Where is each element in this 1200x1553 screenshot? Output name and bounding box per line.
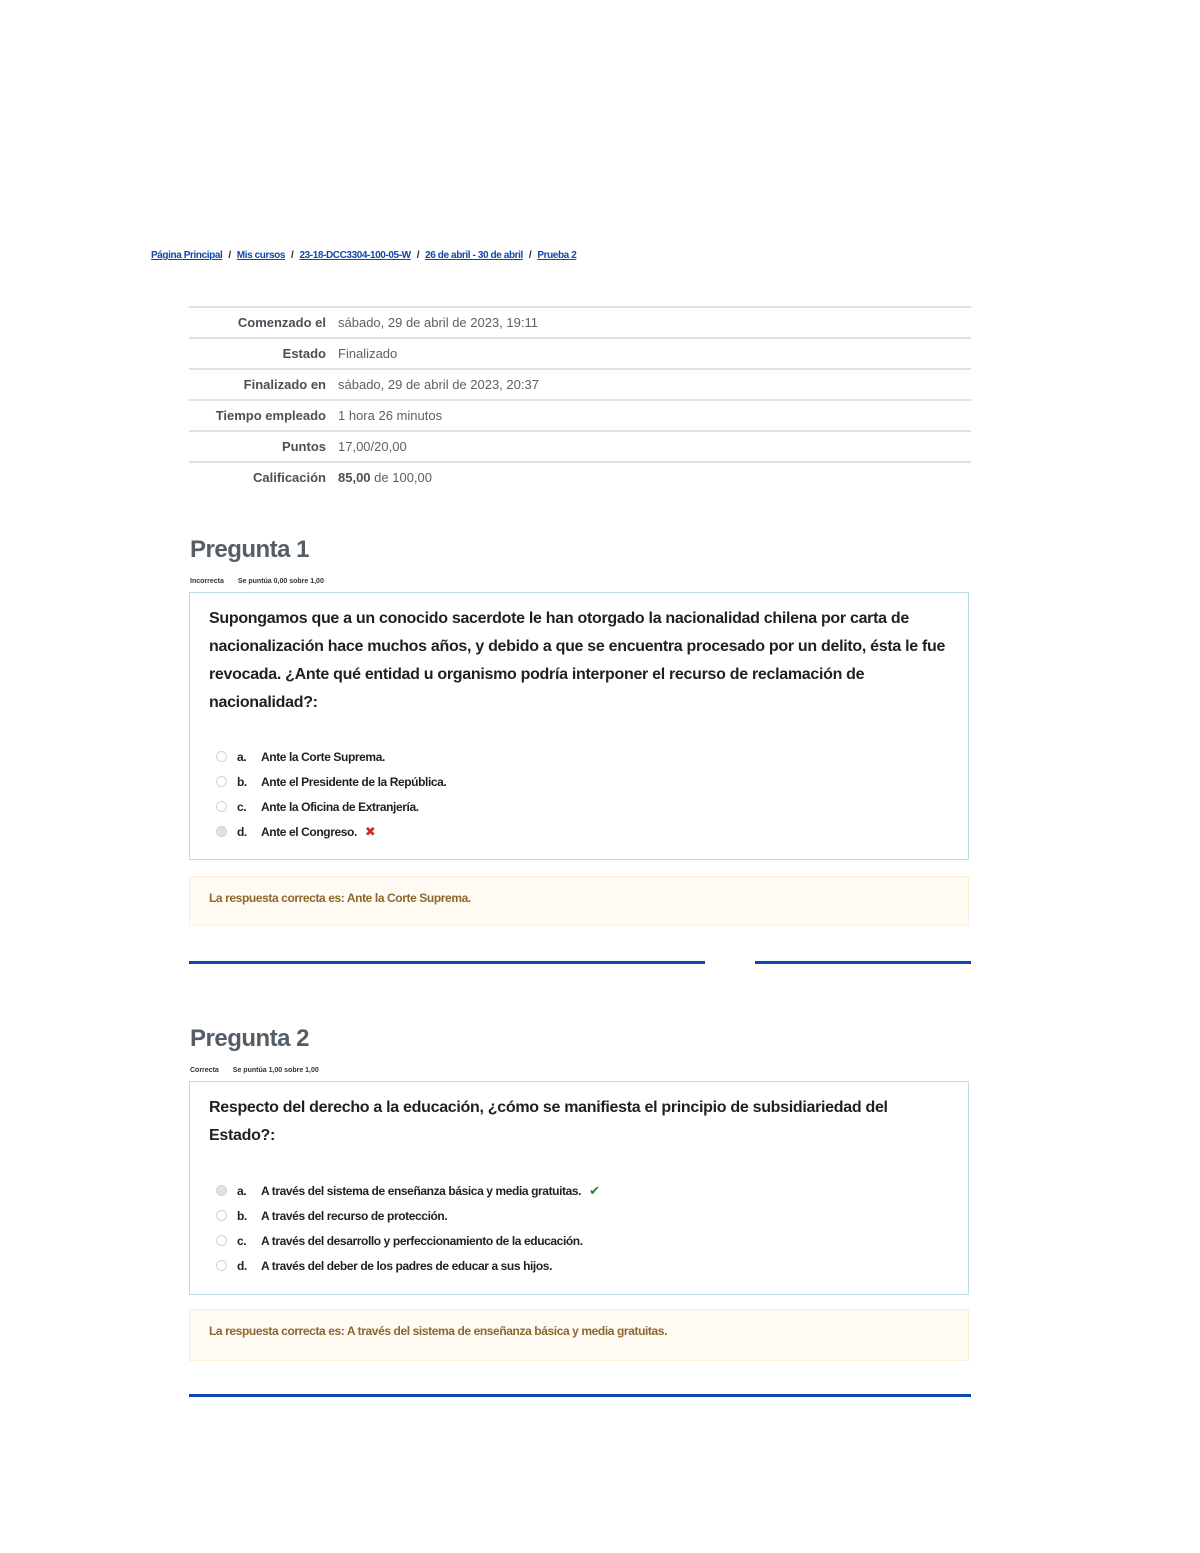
- option-text: A través del desarrollo y perfeccionamiento de la educación.: [261, 1233, 583, 1248]
- check-icon: ✔: [589, 1182, 600, 1198]
- summary-value: [338, 462, 971, 492]
- question-title: Pregunta 2: [190, 1025, 310, 1052]
- radio-button[interactable]: [216, 1260, 227, 1271]
- question-grade: Se puntúa 0,00 sobre 1,00: [237, 578, 324, 585]
- summary-value: 1 hora 26 minutos: [338, 400, 971, 431]
- summary-label: Finalizado en: [189, 369, 338, 400]
- answer-option[interactable]: [216, 769, 446, 794]
- correct-answer-feedback: La respuesta correcta es: Ante la Corte Suprema.: [209, 891, 471, 905]
- answer-option[interactable]: [216, 1253, 600, 1278]
- radio-button-selected[interactable]: [216, 826, 227, 837]
- question-status: Correcta: [190, 1067, 219, 1074]
- radio-button[interactable]: [216, 776, 227, 787]
- breadcrumb-course-link[interactable]: 23-18-DCC3304-100-05-W: [299, 250, 411, 261]
- radio-button[interactable]: [216, 1210, 227, 1221]
- question-text: Supongamos que a un conocido sacerdote le han otorgado la nacionalidad chilena por carta de nacionalización hace muchos años, y debido a que se encuentra procesado por un delito, ésta le fue revocada. ¿Ante qué entidad u organismo podría interponer el recurso de reclamación de nacionalidad?:: [209, 610, 946, 711]
- question-state: [190, 578, 324, 585]
- breadcrumb-separator: /: [228, 250, 231, 261]
- separator-line: [189, 961, 705, 964]
- breadcrumb-separator: /: [528, 250, 532, 261]
- option-letter: c.: [237, 1233, 247, 1248]
- option-letter: a.: [237, 749, 247, 764]
- cross-icon: ✖: [364, 823, 376, 839]
- correct-answer-feedback: La respuesta correcta es: A través del sistema de enseñanza básica y media gratuitas.: [209, 1324, 668, 1338]
- radio-button[interactable]: [216, 1235, 227, 1246]
- answer-option[interactable]: [216, 1203, 600, 1228]
- option-text: A través del sistema de enseñanza básica y media gratuitas.: [261, 1183, 582, 1198]
- summary-row-finished: [189, 369, 971, 400]
- option-letter: d.: [237, 824, 247, 839]
- option-letter: b.: [237, 1208, 247, 1223]
- question-status: Incorrecta: [190, 578, 224, 585]
- radio-button[interactable]: [216, 751, 227, 762]
- breadcrumb-quiz-link[interactable]: Prueba 2: [537, 250, 577, 261]
- summary-label: Puntos: [189, 431, 338, 462]
- breadcrumb-home-link[interactable]: Página Principal: [151, 250, 223, 261]
- summary-label: Tiempo empleado: [189, 400, 338, 431]
- option-text: A través del recurso de protección.: [261, 1208, 448, 1223]
- option-text: Ante el Presidente de la República.: [261, 774, 447, 789]
- question-title: Pregunta 1: [190, 536, 310, 563]
- summary-label: Comenzado el: [189, 307, 338, 338]
- answer-option[interactable]: [216, 819, 446, 844]
- summary-row-marks: [189, 431, 971, 462]
- summary-label: Estado: [189, 338, 338, 369]
- question-box: [189, 1081, 969, 1295]
- feedback-box: [189, 1309, 969, 1361]
- option-letter: c.: [237, 799, 247, 814]
- question-grade: Se puntúa 1,00 sobre 1,00: [232, 1067, 319, 1074]
- breadcrumb: [151, 250, 576, 261]
- grade-value: 85,00: [338, 470, 371, 485]
- answer-option[interactable]: [216, 1228, 600, 1253]
- summary-label: Calificación: [189, 462, 338, 492]
- summary-value: sábado, 29 de abril de 2023, 20:37: [338, 369, 971, 400]
- answer-option[interactable]: [216, 1178, 600, 1203]
- breadcrumb-separator: /: [416, 250, 420, 261]
- answer-option[interactable]: [216, 744, 446, 769]
- option-text: A través del deber de los padres de educar a sus hijos.: [261, 1258, 553, 1273]
- question-box: [189, 592, 969, 860]
- separator-line: [755, 961, 971, 964]
- breadcrumb-my-courses-link[interactable]: Mis cursos: [236, 250, 286, 261]
- separator-line: [189, 1394, 971, 1397]
- question-state: [190, 1067, 319, 1074]
- answer-options: [216, 744, 446, 844]
- feedback-box: [189, 876, 969, 926]
- option-text: Ante el Congreso.: [261, 824, 357, 839]
- attempt-summary-table: [189, 306, 971, 492]
- question-text: Respecto del derecho a la educación, ¿cómo se manifiesta el principio de subsidiariedad del Estado?:: [209, 1099, 888, 1144]
- summary-row-grade: [189, 462, 971, 492]
- summary-row-started: [189, 307, 971, 338]
- option-letter: b.: [237, 774, 247, 789]
- summary-value: Finalizado: [338, 338, 971, 369]
- radio-button[interactable]: [216, 801, 227, 812]
- summary-value: 17,00/20,00: [338, 431, 971, 462]
- grade-max: de 100,00: [370, 470, 432, 485]
- summary-value: sábado, 29 de abril de 2023, 19:11: [338, 307, 971, 338]
- radio-button-selected[interactable]: [216, 1185, 227, 1196]
- option-text: Ante la Oficina de Extranjería.: [261, 799, 419, 814]
- breadcrumb-separator: /: [291, 250, 294, 261]
- answer-option[interactable]: [216, 794, 446, 819]
- option-letter: d.: [237, 1258, 247, 1273]
- option-letter: a.: [237, 1183, 247, 1198]
- summary-row-time-taken: [189, 400, 971, 431]
- answer-options: [216, 1178, 600, 1278]
- summary-row-state: [189, 338, 971, 369]
- option-text: Ante la Corte Suprema.: [261, 749, 385, 764]
- breadcrumb-section-link[interactable]: 26 de abril - 30 de abril: [425, 250, 523, 261]
